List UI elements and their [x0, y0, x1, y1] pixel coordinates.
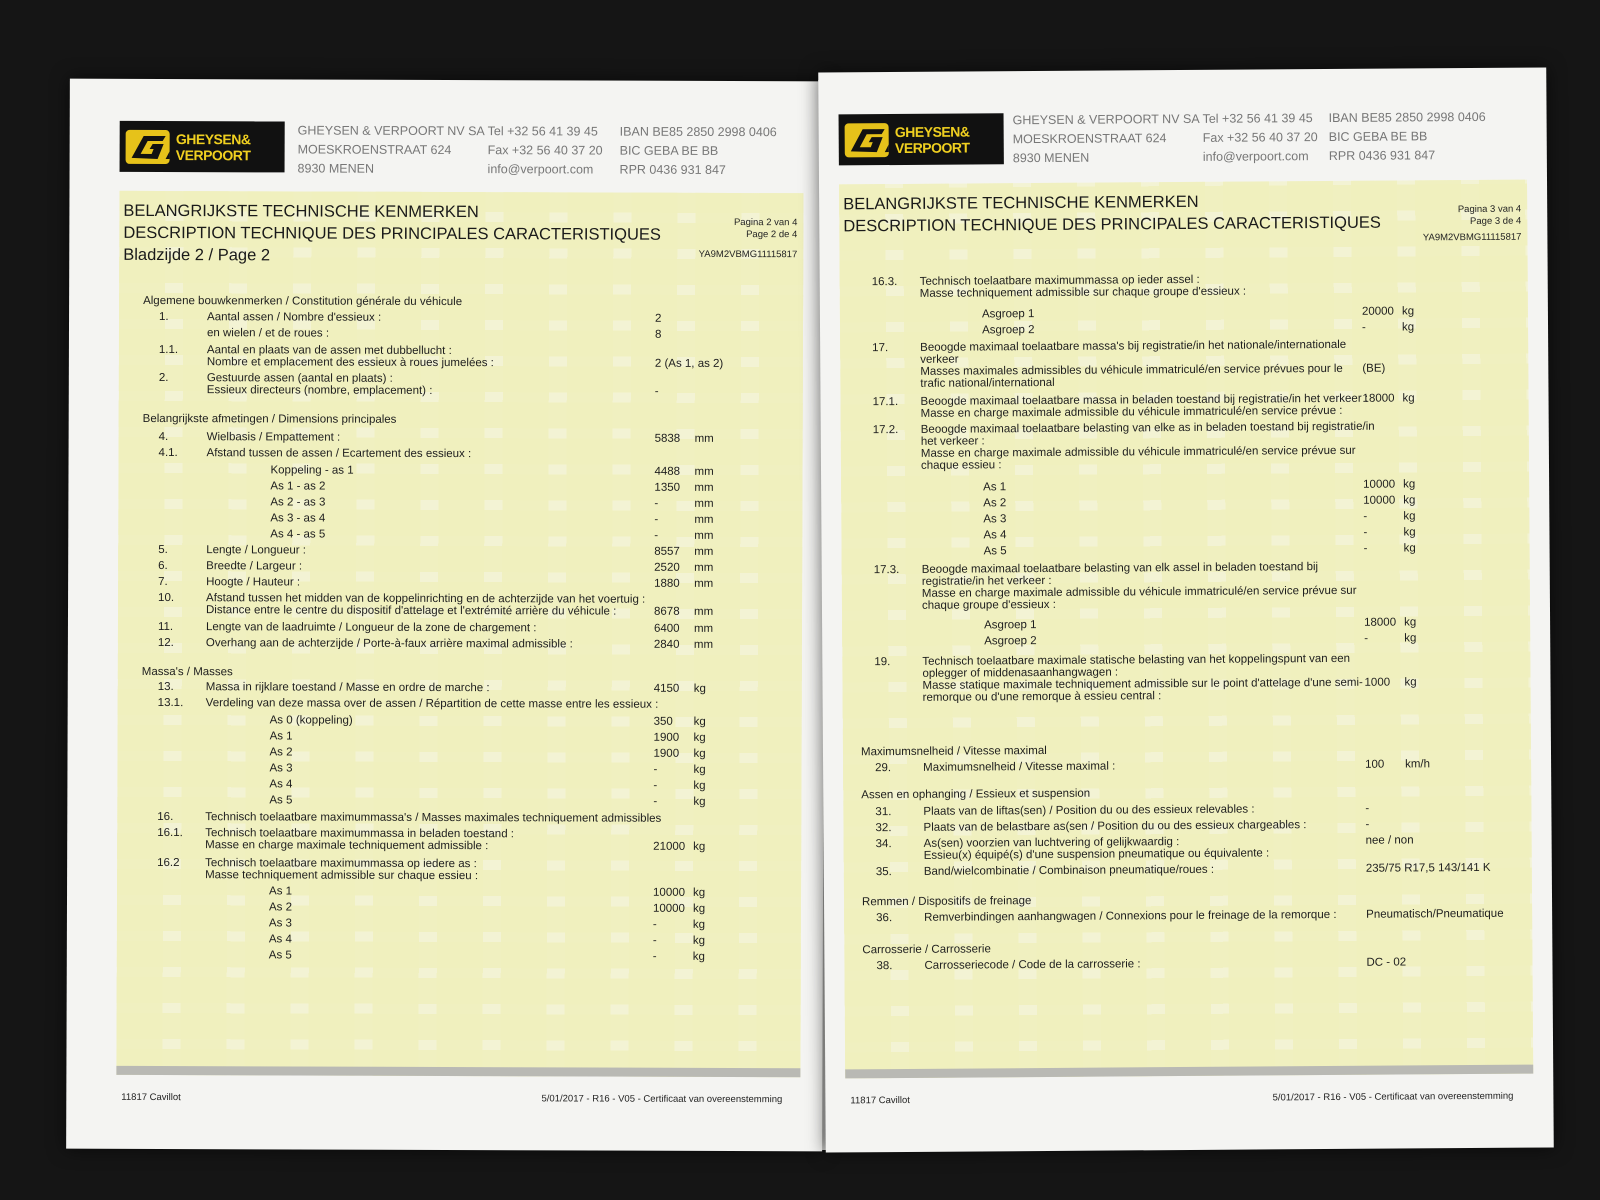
item-value: - [1363, 526, 1368, 539]
item-description: Technisch toelaatbare maximummassa's / Masses maximales techniquement admissibles [205, 811, 662, 825]
page-number-nl: Pagina 2 van 4 [733, 217, 798, 229]
item-unit: mm [693, 638, 714, 651]
item-value: 21000 [653, 840, 686, 853]
item-value: 8678 [653, 605, 680, 618]
item-description: Asgroep 2 [982, 324, 1035, 337]
section-heading: Assen en ophanging / Essieux et suspension [861, 787, 1091, 802]
item-description: trafic national/international [920, 376, 1055, 390]
item-number: 16. [157, 810, 174, 824]
item-value: 5838 [654, 432, 681, 445]
item-description: As 2 [268, 901, 293, 914]
item-description: As 2 - as 3 [270, 496, 326, 509]
item-value: Pneumatisch/Pneumatique [1366, 907, 1504, 921]
contact-line: Tel +32 56 41 39 45 [1202, 111, 1313, 126]
item-description: As 1 [269, 730, 293, 743]
item-description: As 3 [268, 917, 292, 930]
item-description: Masse en charge maximale techniquement admissible : [205, 839, 489, 853]
spec-panel [839, 180, 1533, 1079]
item-unit: mm [694, 465, 714, 478]
item-description: en wielen / et de roues : [206, 327, 330, 340]
contact-line: info@verpoort.com [487, 162, 594, 177]
item-value: 10000 [652, 902, 685, 915]
title-fr: DESCRIPTION TECHNIQUE DES PRINCIPALES CARACTERISTIQUES [123, 223, 661, 244]
panel-bottom-bar [116, 1066, 800, 1077]
item-number: 12. [157, 636, 174, 650]
item-number: 34. [875, 838, 892, 851]
section-heading: Maximumsnelheid / Vitesse maximal [860, 744, 1047, 759]
company-logo [120, 121, 285, 173]
address-line: 8930 MENEN [297, 161, 375, 176]
item-description: Masse techniquement admissible sur chaque essieu : [205, 869, 479, 883]
item-number: 16.1. [157, 826, 183, 840]
item-description: As 4 [268, 933, 292, 946]
item-value: 8557 [654, 545, 680, 558]
item-value: - [654, 497, 659, 510]
item-value: 10000 [1363, 478, 1396, 491]
item-description: Asgroep 1 [981, 308, 1035, 321]
item-unit: mm [693, 605, 714, 618]
item-description: As 3 [983, 513, 1007, 526]
company-contact [488, 122, 603, 179]
item-value: 10000 [1363, 494, 1396, 507]
item-value: 4488 [654, 465, 681, 478]
item-unit: kg [1403, 526, 1416, 539]
contact-line: Fax +32 56 40 37 20 [1202, 130, 1318, 145]
company-address [298, 121, 485, 179]
company-bank [620, 123, 777, 181]
item-unit: kg [1403, 542, 1416, 555]
company-address [1013, 110, 1200, 168]
item-description: As 0 (koppeling) [269, 714, 353, 727]
item-value: 1900 [653, 747, 680, 760]
item-description: Masse en charge maximale admissible du véhicule immatriculé/en service prévue : [920, 404, 1343, 420]
bank-line: RPR 0436 931 847 [619, 162, 726, 177]
item-unit: mm [694, 481, 714, 494]
item-unit: kg [693, 747, 706, 760]
item-unit: kg [1404, 616, 1417, 629]
item-description: oplegger of middenasaanhangwagen : [922, 666, 1119, 680]
item-description: registratie/in het verkeer : [921, 574, 1052, 588]
bank-line: IBAN BE85 2850 2998 0406 [619, 124, 777, 140]
item-number: 4.1. [158, 446, 178, 460]
item-value: 18000 [1364, 616, 1397, 629]
item-value: 1000 [1364, 676, 1391, 689]
item-number: 2. [158, 371, 169, 385]
item-number: 19. [874, 656, 891, 669]
item-number: 13. [157, 680, 174, 694]
page-number [734, 217, 797, 241]
item-number: 1.1. [158, 343, 179, 357]
item-value: 8 [654, 328, 662, 341]
gv-logo-icon [126, 129, 170, 163]
item-unit: mm [694, 529, 714, 542]
item-unit: kg [693, 715, 706, 728]
section-heading: Remmen / Dispositifs de freinage [861, 895, 1032, 909]
item-description: Masse statique maximale techniquement admissible sur le point d'attelage d'une semi- [922, 676, 1363, 692]
item-unit: kg [693, 886, 706, 899]
item-description: As 1 [983, 481, 1007, 494]
item-unit: kg [1404, 632, 1417, 645]
address-line: 8930 MENEN [1012, 150, 1090, 166]
item-description: Koppeling - as 1 [270, 464, 354, 477]
page-number-nl: Pagina 3 van 4 [1457, 203, 1522, 216]
item-value: - [653, 779, 658, 792]
item-description: remorque ou d'une remorque à essieu central : [922, 690, 1162, 704]
item-description: Beoogde maximaal toelaatbare massa's bij registratie/in het nationale/internationale [920, 338, 1347, 354]
item-number: 16.3. [871, 276, 898, 289]
item-unit: mm [694, 513, 714, 526]
item-value: 1900 [653, 731, 680, 744]
item-number: 32. [875, 822, 892, 835]
spec-panel [116, 191, 803, 1077]
item-description: Band/wielcombinatie / Combinaison pneumatique/roues : [923, 863, 1215, 878]
footer-left: 11817 Cavillot [850, 1094, 910, 1107]
item-value: - [653, 763, 658, 776]
item-value: 2840 [653, 638, 680, 651]
item-value: - [654, 529, 659, 542]
company-bank [1329, 108, 1486, 166]
footer-right: 5/01/2017 - R16 - V05 - Certificaat van overeenstemming [541, 1093, 783, 1106]
item-description: Verdeling van deze massa over de assen / Répartition de cette masse entre les essieux : [205, 697, 659, 711]
item-value: - [654, 385, 659, 398]
item-description: Carrosseriecode / Code de la carrosserie : [924, 958, 1141, 972]
item-number: 1. [159, 310, 169, 324]
item-value: 6400 [653, 622, 680, 635]
panel-bottom-bar [845, 1065, 1533, 1079]
item-description: Beoogde maximaal toelaatbare belasting van elk assel in beladen toestand bij [921, 561, 1319, 576]
item-value: - [652, 934, 657, 947]
item-description: As 1 - as 2 [270, 480, 326, 493]
item-description: As 3 [269, 762, 293, 775]
company-logo [839, 113, 1004, 165]
item-value: - [652, 918, 657, 931]
item-number: 35. [875, 866, 892, 879]
contact-line: info@verpoort.com [1202, 149, 1309, 164]
title-fr: DESCRIPTION TECHNIQUE DES PRINCIPALES CARACTERISTIQUES [843, 213, 1381, 236]
item-unit: mm [694, 561, 714, 574]
item-description: Masse en charge maximale admissible du véhicule immatriculé/en service prévue sur [920, 444, 1356, 460]
letterhead [839, 106, 1537, 171]
item-value: - [1365, 802, 1370, 815]
page-number-fr: Page 2 de 4 [746, 229, 798, 241]
item-description: Maximumsnelheid / Vitesse maximal : [923, 760, 1116, 774]
item-unit: kg [693, 682, 706, 695]
item-description: Remverbindingen aanhangwagen / Connexions pour le freinage de la remorque : [924, 908, 1337, 924]
item-number: 10. [158, 591, 175, 605]
footer-right: 5/01/2017 - R16 - V05 - Certificaat van overeenstemming [1272, 1090, 1514, 1104]
item-description: As 3 - as 4 [270, 512, 326, 525]
item-value: 1350 [654, 481, 681, 494]
item-value: - [1364, 632, 1369, 645]
item-description: As 4 - as 5 [270, 528, 326, 541]
item-unit: kg [693, 795, 706, 808]
footer-left: 11817 Cavillot [121, 1091, 181, 1104]
item-number: 17. [872, 342, 889, 355]
item-number: 7. [158, 575, 168, 589]
item-unit: kg [692, 950, 705, 963]
bank-line: BIC GEBA BE BB [619, 143, 719, 158]
item-description: As 2 [983, 497, 1007, 510]
item-value: - [1363, 510, 1368, 523]
item-description: Beoogde maximaal toelaatbare massa in beladen toestand bij registratie/in het verkeer : [920, 392, 1369, 408]
item-description: chaque essieu : [920, 459, 1002, 472]
item-unit: kg [1403, 494, 1416, 507]
section-heading: Massa's / Masses [141, 665, 233, 679]
item-number: 17.3. [873, 564, 900, 577]
page-subtitle: Bladzijde 2 / Page 2 [123, 245, 271, 265]
item-unit: mm [694, 432, 714, 445]
left-page [66, 79, 826, 1152]
item-description: Masse techniquement admissible sur chaque groupe d'essieux : [919, 285, 1247, 300]
item-number: 11. [157, 620, 174, 634]
item-description: As 5 [268, 949, 292, 962]
item-description: As 1 [269, 885, 293, 898]
item-unit: mm [694, 497, 714, 510]
item-description: As 5 [983, 545, 1007, 558]
vin-number: YA9M2VBMG11115817 [1422, 231, 1522, 244]
item-value: DC - 02 [1366, 956, 1407, 969]
item-description: As(sen) voorzien van luchtvering of gelijkwaardig : [923, 836, 1180, 850]
item-value: - [653, 795, 658, 808]
item-unit: kg [1404, 676, 1417, 689]
right-page [818, 67, 1554, 1152]
logo-text: GHEYSEN& VERPOORT [894, 123, 970, 156]
item-description: Massa in rijklare toestand / Masse en ordre de marche : [205, 681, 490, 695]
contact-line: Fax +32 56 40 37 20 [487, 143, 603, 158]
item-description: verkeer [920, 353, 959, 366]
item-value: 235/75 R17,5 143/141 K [1365, 861, 1491, 875]
item-value: 2 (As 1, as 2) [654, 357, 724, 370]
item-description: Hoogte / Hauteur : [206, 576, 301, 589]
section-heading: Carrosserie / Carrosserie [862, 943, 991, 957]
bank-line: RPR 0436 931 847 [1328, 148, 1436, 163]
item-unit: kg [692, 934, 706, 947]
address-line: GHEYSEN & VERPOORT NV SA [1012, 111, 1200, 128]
item-value: nee / non [1365, 834, 1414, 847]
item-number: 36. [876, 912, 893, 925]
item-description: Plaats van de belastbare as(sen / Position du ou des essieux chargeables : [923, 819, 1307, 834]
item-value: - [1363, 542, 1368, 555]
item-description: As 2 [269, 746, 293, 759]
item-unit: mm [694, 577, 714, 590]
item-value: - [1365, 818, 1370, 831]
item-value: - [654, 513, 659, 526]
item-unit: kg [693, 840, 706, 853]
item-description: Afstand tussen de assen / Ecartement des essieux : [206, 447, 472, 461]
item-number: 29. [875, 762, 892, 775]
item-description: Breedte / Largeur : [206, 560, 303, 573]
item-description: Asgroep 2 [984, 635, 1037, 648]
item-number: 5. [158, 543, 168, 557]
item-description: Lengte / Longueur : [206, 544, 306, 557]
gv-logo-icon [845, 123, 889, 157]
logo-text: GHEYSEN& VERPOORT [175, 130, 251, 163]
item-description: Masse en charge maximale admissible du véhicule immatriculé/en service prévue sur [921, 584, 1357, 600]
bank-line: BIC GEBA BE BB [1328, 129, 1428, 144]
item-value: 2 [655, 312, 662, 325]
title-nl: BELANGRIJKSTE TECHNISCHE KENMERKEN [123, 201, 479, 222]
letterhead [120, 117, 816, 179]
page-number-fr: Page 3 de 4 [1470, 215, 1522, 228]
item-unit: km/h [1405, 758, 1431, 771]
item-value: 350 [653, 715, 673, 728]
item-description: Technisch toelaatbare maximummassa op ieder assel : [919, 273, 1200, 288]
item-value: 1880 [654, 577, 680, 590]
item-unit: kg [693, 731, 706, 744]
item-description: Technisch toelaatbare maximale statische belasting van het koppelingspunt van een [922, 652, 1351, 668]
item-unit: kg [692, 902, 706, 915]
item-value: 10000 [653, 886, 686, 899]
vin-number: YA9M2VBMG11115817 [698, 248, 798, 261]
item-unit: kg [1402, 392, 1415, 405]
item-unit: mm [694, 545, 714, 558]
item-description: Aantal en plaats van de assen met dubbellucht : [206, 344, 452, 358]
item-description: As 4 [269, 778, 293, 791]
item-unit: kg [693, 779, 706, 792]
item-description: Afstand tussen het midden van de koppelinrichting en de achterzijde van het voertuig : [206, 592, 646, 606]
item-value: 18000 [1362, 392, 1395, 405]
item-description: Nombre et emplacement des essieux à roues jumelées : [206, 356, 494, 370]
item-value: 4150 [653, 682, 680, 695]
item-number: 38. [876, 960, 893, 973]
item-description: Wielbasis / Empattement : [206, 431, 341, 444]
item-description: Beoogde maximaal toelaatbare belasting van elke as in beladen toestand bij registratie/in [920, 420, 1375, 436]
section-heading: Belangrijkste afmetingen / Dimensions principales [142, 412, 397, 426]
item-number: 17.2. [872, 424, 899, 437]
item-description: Essieux directeurs (nombre, emplacement) : [206, 384, 433, 397]
bank-line: IBAN BE85 2850 2998 0406 [1328, 109, 1486, 125]
item-unit: mm [693, 622, 714, 635]
item-description: Asgroep 1 [984, 619, 1037, 632]
item-number: 17.1. [872, 396, 899, 409]
company-contact [1203, 109, 1318, 167]
item-description: Aantal assen / Nombre d'essieux : [207, 311, 382, 324]
item-value: (BE) [1362, 362, 1386, 375]
section-heading: Algemene bouwkenmerken / Constitution générale du véhicule [143, 294, 463, 309]
item-description: As 4 [983, 529, 1007, 542]
item-value: - [652, 950, 657, 963]
item-description: Distance entre le centre du dispositif d'attelage et l'extrémité arrière du véhicule : [205, 604, 617, 618]
item-value: - [1361, 321, 1366, 334]
item-value: 2520 [654, 561, 680, 574]
item-description: Technisch toelaatbare maximummassa op iedere as : [205, 857, 477, 871]
item-description: Gestuurde assen (aantal en plaats) : [206, 372, 393, 385]
item-description: Lengte van de laadruimte / Longueur de la zone de chargement : [205, 621, 537, 635]
item-description: As 5 [269, 794, 293, 807]
item-unit: kg [1403, 510, 1416, 523]
item-number: 16.2 [157, 856, 180, 870]
item-value: 20000 [1361, 305, 1394, 318]
item-description: Essieu(x) équipé(s) d'une suspension pneumatique ou équivalente : [923, 847, 1270, 862]
item-description: Technisch toelaatbare maximummassa in beladen toestand : [205, 827, 515, 841]
title-nl: BELANGRIJKSTE TECHNISCHE KENMERKEN [843, 192, 1199, 214]
address-line: MOESKROENSTRAAT 624 [1012, 131, 1167, 147]
item-number: 6. [158, 559, 168, 573]
item-description: het verkeer : [920, 435, 985, 448]
item-description: Overhang aan de achterzijde / Porte-à-faux arrière maximal admissible : [205, 637, 573, 651]
item-description: chaque groupe d'essieux : [921, 598, 1056, 612]
address-line: GHEYSEN & VERPOORT NV SA [297, 123, 485, 139]
item-description: Plaats van de liftas(sen) / Position du ou des essieux relevables : [923, 803, 1255, 818]
page-number [1458, 204, 1522, 228]
item-description: Masses maximales admissibles du véhicule immatriculé/en service prévues pour le [920, 362, 1343, 378]
address-line: MOESKROENSTRAAT 624 [297, 142, 452, 158]
item-unit: kg [692, 918, 706, 931]
item-unit: kg [1401, 305, 1415, 318]
contact-line: Tel +32 56 41 39 45 [487, 124, 598, 139]
item-number: 13.1. [157, 696, 184, 710]
item-unit: kg [1401, 321, 1415, 334]
item-value: 100 [1365, 758, 1385, 771]
item-number: 31. [875, 806, 892, 819]
item-unit: kg [1403, 478, 1416, 491]
item-unit: kg [693, 763, 706, 776]
item-number: 4. [158, 430, 169, 444]
